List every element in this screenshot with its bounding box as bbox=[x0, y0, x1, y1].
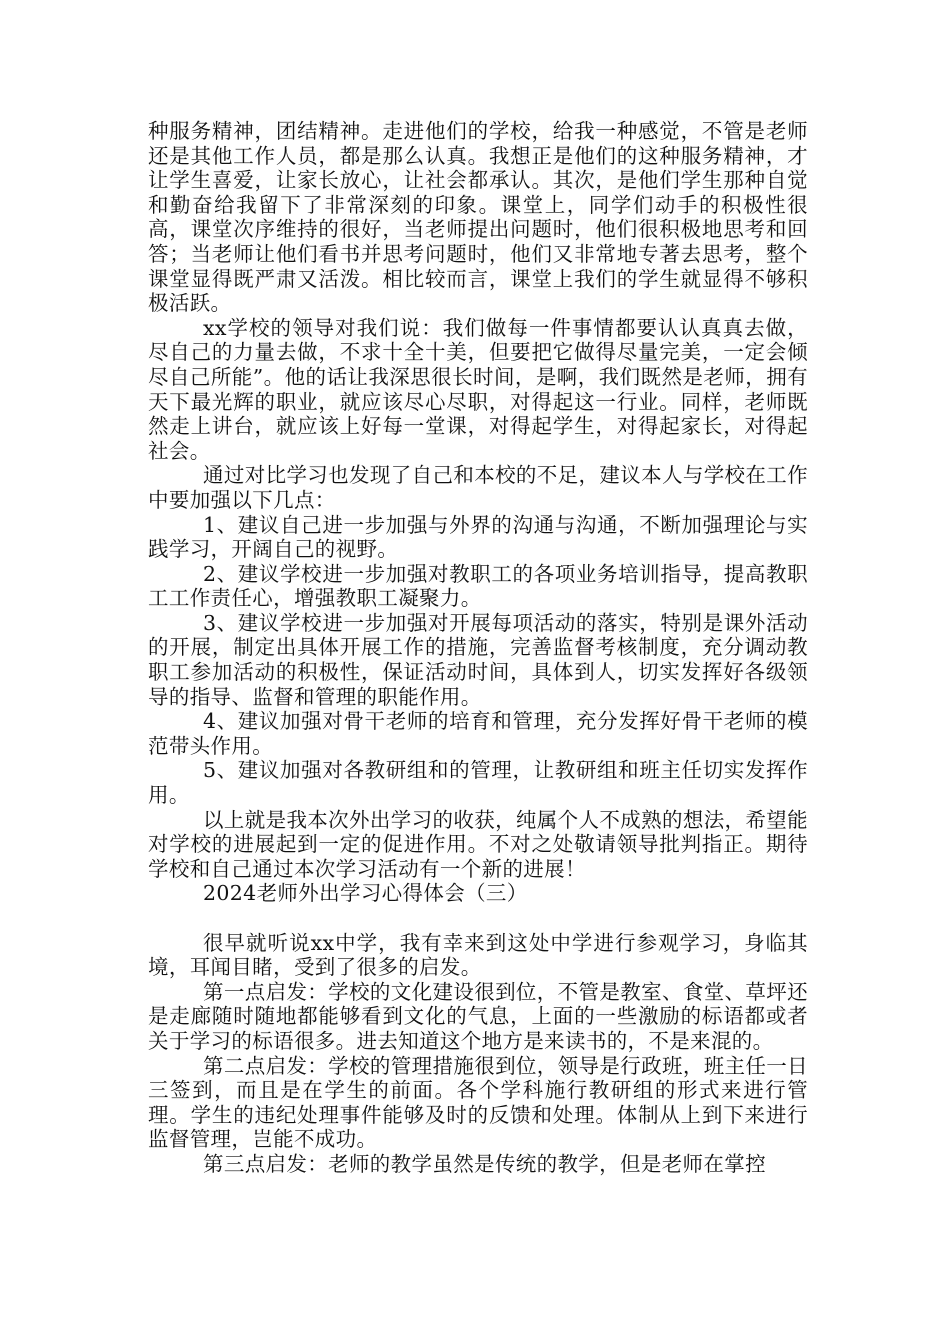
paragraph-point-3: 第三点启发：老师的教学虽然是传统的教学，但是老师在掌控 bbox=[203, 1151, 766, 1176]
paragraph-leader-quote: xx学校的领导对我们说：我们做每一件事情都要认认真真去做，尽自己的力量去做，不求十全十美，但要把它做得尽量完美，一定会倾尽自己所能”。他的话让我深思很长时间，是啊，我们既然是老师，拥有天下最光辉的职业，就应该尽心尽职，对得起这一行业。同样，老师既然走上讲台，就应该上好每一堂课，对得起学生，对得起家长，对得起社会。 bbox=[148, 315, 808, 463]
document-body bbox=[148, 119, 808, 1177]
suggestion-item-1: 1、建议自己进一步加强与外界的沟通与沟通，不断加强理论与实践学习，开阔自己的视野。 bbox=[148, 512, 808, 562]
suggestion-item-2: 2、建议学校进一步加强对教职工的各项业务培训指导，提高教职工工作责任心，增强教职工凝聚力。 bbox=[148, 561, 808, 611]
suggestion-item-3: 3、建议学校进一步加强对开展每项活动的落实，特别是课外活动的开展，制定出具体开展工作的措施，完善监督考核制度，充分调动教职工参加活动的积极性，保证活动时间，具体到人，切实发挥好各级领导的指导、监督和管理的职能作用。 bbox=[148, 610, 808, 709]
section-title: 2024老师外出学习心得体会（三） bbox=[203, 881, 528, 906]
paragraph-summary: 以上就是我本次外出学习的收获，纯属个人不成熟的想法，希望能对学校的进展起到一定的促进作用。不对之处敬请领导批判指正。期待学校和自己通过本次学习活动有一个新的进展！ bbox=[148, 807, 808, 881]
paragraph-intro: 很早就听说xx中学，我有幸来到这处中学进行参观学习，身临其境，耳闻目睹，受到了很多的启发。 bbox=[148, 930, 808, 980]
paragraph-continuation: 种服务精神，团结精神。走进他们的学校，给我一种感觉，不管是老师还是其他工作人员，都是那么认真。我想正是他们的这种服务精神，才让学生喜爱，让家长放心，让社会都承认。其次，是他们学生那种自觉和勤奋给我留下了非常深刻的印象。课堂上，同学们动手的积极性很高，课堂次序维持的很好，当老师提出问题时，他们很积极地思考和回答；当老师让他们看书并思考问题时，他们又非常地专著去思考，整个课堂显得既严肃又活泼。相比较而言，课堂上我们的学生就显得不够积极活跃。 bbox=[148, 119, 808, 316]
paragraph-point-1: 第一点启发：学校的文化建设很到位，不管是教室、食堂、草坪还是走廊随时随地都能够看到文化的气息，上面的一些激励的标语都或者关于学习的标语很多。进去知道这个地方是来读书的，不是来混的。 bbox=[148, 979, 808, 1053]
suggestion-item-4: 4、建议加强对骨干老师的培育和管理，充分发挥好骨干老师的模范带头作用。 bbox=[148, 709, 808, 758]
paragraph-point-2: 第二点启发：学校的管理措施很到位，领导是行政班，班主任一日三签到，而且是在学生的前面。各个学科施行教研组的形式来进行管理。学生的违纪处理事件能够及时的反馈和处理。体制从上到下来进行监督管理，岂能不成功。 bbox=[148, 1053, 808, 1152]
blank-line bbox=[148, 906, 808, 931]
suggestion-item-5: 5、建议加强对各教研组和的管理，让教研组和班主任切实发挥作用。 bbox=[148, 758, 808, 808]
paragraph-comparison: 通过对比学习也发现了自己和本校的不足，建议本人与学校在工作中要加强以下几点： bbox=[148, 463, 808, 512]
